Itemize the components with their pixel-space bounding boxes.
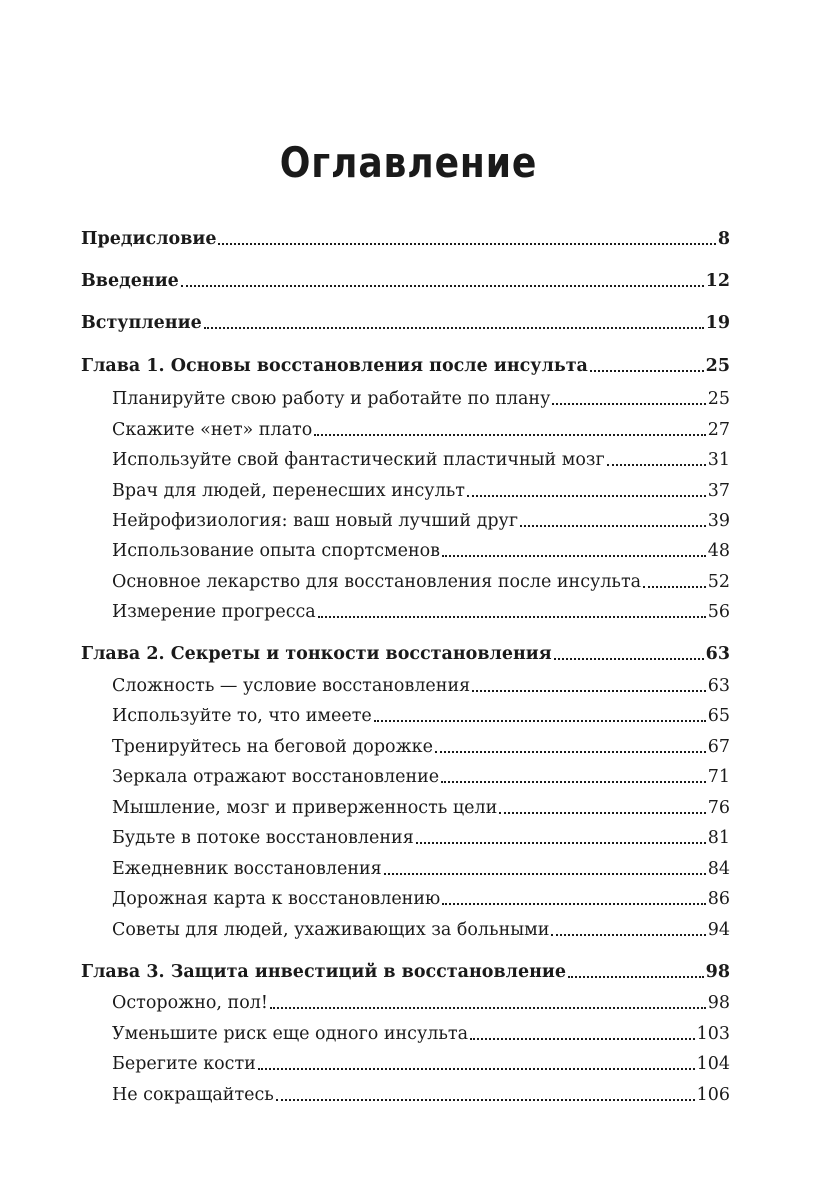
- toc-section-entry: [112, 510, 730, 532]
- toc-section-entry: [112, 1053, 730, 1075]
- dot-leader: [416, 842, 706, 844]
- toc-entry-title: Дорожная карта к восстановлению: [112, 889, 441, 909]
- toc-section-entry: [112, 449, 730, 471]
- dot-leader: [204, 327, 704, 329]
- toc-entry-title: Тренируйтесь на беговой дорожке: [112, 737, 433, 757]
- toc-page-number: 98: [705, 962, 730, 982]
- toc-page-number: 86: [707, 889, 730, 909]
- dot-leader: [568, 976, 704, 978]
- toc-entry-title: Советы для людей, ухаживающих за больными: [112, 920, 550, 940]
- dot-leader: [314, 434, 705, 436]
- toc-entry-title: Не сокращайтесь: [112, 1085, 274, 1105]
- toc-page-number: 25: [707, 389, 730, 409]
- dot-leader: [318, 616, 706, 618]
- toc-section-entry: [112, 919, 730, 941]
- dot-leader: [442, 555, 706, 557]
- toc-page-number: 63: [707, 676, 730, 696]
- dot-leader: [470, 1038, 695, 1040]
- toc-page-number: 37: [707, 481, 730, 501]
- toc-page-number: 98: [707, 993, 730, 1013]
- dot-leader: [442, 903, 705, 905]
- toc-section-entry: [112, 1023, 730, 1045]
- toc-entry-title: Предисловие: [81, 229, 217, 249]
- toc-section-entry: [112, 766, 730, 788]
- toc-page-number: 65: [707, 706, 730, 726]
- toc-entry-title: Нейрофизиология: ваш новый лучший друг: [112, 511, 519, 531]
- toc-entry-title: Врач для людей, перенесших инсульт: [112, 481, 465, 501]
- toc-page-number: 104: [696, 1054, 730, 1074]
- dot-leader: [218, 243, 715, 245]
- toc-page-number: 71: [707, 767, 730, 787]
- toc-chapter-entry: [81, 961, 730, 983]
- toc-page-number: 19: [705, 313, 730, 333]
- toc-section-entry: [112, 858, 730, 880]
- toc-entry-title: Ежедневник восстановления: [112, 859, 382, 879]
- toc-page-number: 12: [705, 271, 730, 291]
- dot-leader: [441, 781, 706, 783]
- dot-leader: [643, 586, 706, 588]
- toc-page-number: 31: [707, 450, 730, 470]
- dot-leader: [554, 658, 704, 660]
- dot-leader: [258, 1068, 695, 1070]
- toc-section-entry: [112, 992, 730, 1014]
- toc-section-entry: [112, 675, 730, 697]
- toc-entry-title: Будьте в потоке восстановления: [112, 828, 414, 848]
- toc-page-number: 56: [707, 602, 730, 622]
- dot-leader: [590, 370, 704, 372]
- toc-section-entry: [112, 827, 730, 849]
- dot-leader: [435, 751, 706, 753]
- dot-leader: [467, 495, 706, 497]
- toc-entry-title: Глава 3. Защита инвестиций в восстановление: [81, 962, 567, 982]
- toc-page-number: 25: [705, 356, 730, 376]
- toc-section-entry: [112, 601, 730, 623]
- toc-page-number: 76: [707, 798, 730, 818]
- dot-leader: [181, 285, 704, 287]
- toc-chapter-entry: [81, 270, 730, 292]
- page-title: Оглавление: [279, 138, 538, 187]
- toc-page-number: 52: [707, 572, 730, 592]
- toc-entry-title: Глава 1. Основы восстановления после инсульта: [81, 356, 588, 376]
- toc-section-entry: [112, 388, 730, 410]
- dot-leader: [374, 720, 706, 722]
- dot-leader: [607, 464, 706, 466]
- toc-page-number: 81: [707, 828, 730, 848]
- dot-leader: [552, 403, 705, 405]
- toc-entry-title: Скажите «нет» плато: [112, 420, 313, 440]
- toc-chapter-entry: [81, 355, 730, 377]
- toc-page-number: 39: [707, 511, 730, 531]
- toc-entry-title: Используйте свой фантастический пластичный мозг: [112, 450, 605, 470]
- toc-page-number: 48: [707, 541, 730, 561]
- toc-section-entry: [112, 736, 730, 758]
- toc-section-entry: [112, 540, 730, 562]
- toc-page-number: 27: [707, 420, 730, 440]
- toc-page-number: 8: [717, 229, 730, 249]
- toc-section-entry: [112, 480, 730, 502]
- toc-entry-title: Используйте то, что имеете: [112, 706, 372, 726]
- toc-entry-title: Введение: [81, 271, 179, 291]
- dot-leader: [551, 934, 705, 936]
- toc-entry-title: Планируйте свою работу и работайте по плану: [112, 389, 551, 409]
- toc-chapter-entry: [81, 643, 730, 665]
- toc-entry-title: Берегите кости: [112, 1054, 256, 1074]
- toc-section-entry: [112, 705, 730, 727]
- dot-leader: [520, 525, 706, 527]
- toc-page-number: 63: [705, 644, 730, 664]
- dot-leader: [499, 812, 705, 814]
- toc-entry-title: Вступление: [81, 313, 202, 333]
- toc-entry-title: Глава 2. Секреты и тонкости восстановления: [81, 644, 552, 664]
- toc-entry-title: Сложность — условие восстановления: [112, 676, 471, 696]
- dot-leader: [384, 873, 706, 875]
- toc-section-entry: [112, 888, 730, 910]
- toc-page-number: 103: [696, 1024, 730, 1044]
- toc-entry-title: Зеркала отражают восстановление: [112, 767, 440, 787]
- toc-entry-title: Использование опыта спортсменов: [112, 541, 441, 561]
- dot-leader: [472, 690, 706, 692]
- toc-entry-title: Мышление, мозг и приверженность цели: [112, 798, 498, 818]
- dot-leader: [270, 1007, 706, 1009]
- toc-page-number: 84: [707, 859, 730, 879]
- toc-entry-title: Осторожно, пол!: [112, 993, 268, 1013]
- dot-leader: [276, 1099, 695, 1101]
- toc-entry-title: Уменьшите риск еще одного инсульта: [112, 1024, 469, 1044]
- toc-chapter-entry: [81, 312, 730, 334]
- toc-section-entry: [112, 419, 730, 441]
- toc-page-number: 67: [707, 737, 730, 757]
- toc-entry-title: Измерение прогресса: [112, 602, 316, 622]
- toc-page-number: 106: [696, 1085, 730, 1105]
- toc-section-entry: [112, 571, 730, 593]
- toc-section-entry: [112, 1084, 730, 1106]
- toc-page-number: 94: [707, 920, 730, 940]
- toc-section-entry: [112, 797, 730, 819]
- toc-chapter-entry: [81, 228, 730, 250]
- toc-entry-title: Основное лекарство для восстановления после инсульта: [112, 572, 642, 592]
